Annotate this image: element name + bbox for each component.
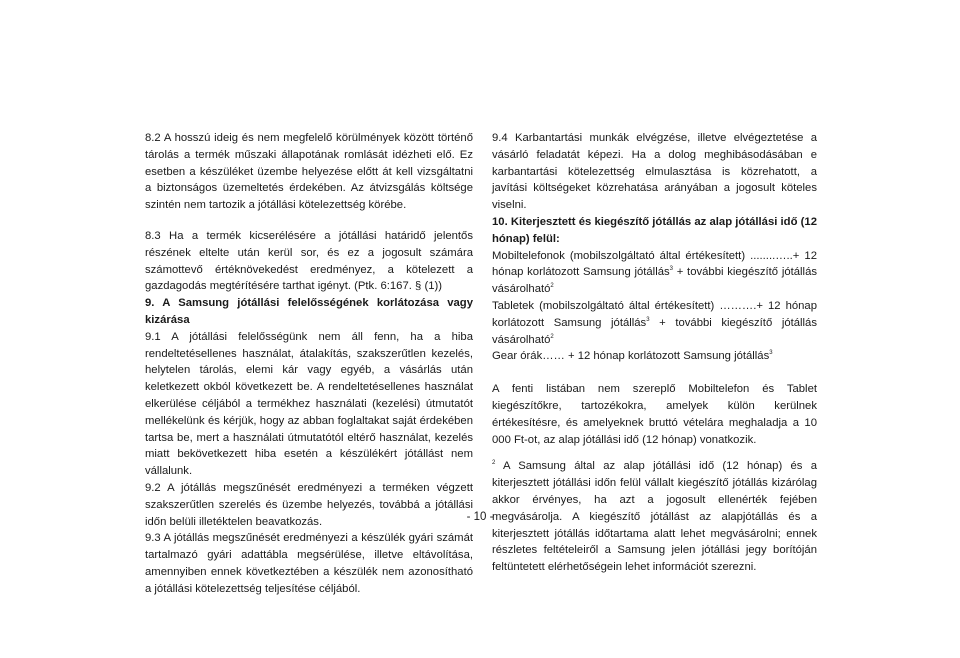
page-number: - 10 -	[466, 511, 494, 523]
paragraph-9-4: 9.4 Karbantartási munkák elvégzése, illetve elvégeztetése a vásárló feladatát képezi. Ha a dolog meghibásodásában e karbantartási kötelezettség elmulasztása is közrehatott, a javítási költségeket közrehatása arányában a jogosult köteles viselni.	[492, 132, 817, 212]
warranty-item-mobile: Mobiltelefonok (mobilszolgáltató által értékesített) ........…..+ 12 hónap korlátozott Samsung jótállás$^3$ + további kiegészítő jótállás vásárolható$^2$	[492, 249, 817, 296]
paragraph-8-2: 8.2 A hosszú ideig és nem megfelelő körülmények között történő tárolás a termék műszaki állapotának romlását idézheti elő. Ez esetben a készüléket üzembe helyezése előtt át kell vizsgáltatni a biztonságos üzemeltetés érdekében. Az átvizsgálás költsége szintén nem tartozik a jótállási kötelezettség körébe.	[145, 132, 473, 212]
section-10-heading: 10. Kiterjesztett és kiegészítő jótállás az alap jótállási idő (12 hónap) felül:	[492, 215, 817, 245]
section-9-heading: 9. A Samsung jótállási felelősségének korlátozása vagy kizárása	[145, 297, 473, 326]
warranty-item-gear: Gear órák…… + 12 hónap korlátozott Samsung jótállás$^3$	[492, 350, 773, 363]
paragraph-9-1: 9.1 A jótállási felelősségünk nem áll fenn, ha a hiba rendeltetésellenes használat, átalakítás, szakszerűtlen kezelés, helytelen tárolás, elemi kár vagy egyéb, a vásárlás után keletkezett okból következett be. A rendeltetésellenes használat elkerülése céljából a termékhez használati (kezelési) útmutatót mellékelünk és kérjük, hogy az abban foglaltakat saját érdekében tartsa be, mert a használati útmutatótól eltérő használat, kezelés miatt bekövetkezett hiba esetén a készülékért jótállást nem vállalunk.	[145, 330, 473, 478]
warranty-item-tablet: Tabletek (mobilszolgáltató által értékesített) ……….+ 12 hónap korlátozott Samsung jótállás$^3$ + további kiegészítő jótállás vásárolható$^2$	[492, 299, 817, 346]
left-column	[145, 130, 473, 598]
paragraph-8-3: 8.3 Ha a termék kicserélésére a jótállási határidő jelentős részének eltelte után kerül sor, és ez a jogosult számára számottevő értéknövekedést eredményez, a kötelezett a gazdagodás megtérítésére tarthat igényt. (Ptk. 6:167. § (1))	[145, 229, 473, 293]
paragraph-9-2: 9.2 A jótállás megszűnését eredményezi a terméken végzett szakszerűtlen szerelés és üzembe helyezés, továbbá a jótállási időn belüli illetéktelen beavatkozás.	[145, 481, 473, 528]
paragraph-9-3: 9.3 A jótállás megszűnését eredményezi a készülék gyári számát tartalmazó gyári adattábla megsérülése, illetve eltávolítása, amennyiben ennek következtében a készülék nem azonosítható a jótállási kötelezettség teljesítése céljából.	[145, 532, 473, 595]
paragraph-accessories: A fenti listában nem szereplő Mobiltelefon és Tablet kiegészítőkre, tartozékokra, amelyek külön kerülnek értékesítésre, és amelyeknek bruttó vételára meghaladja a 10 000 Ft-ot, az alap jótállási idő (12 hónap) vonatkozik.	[492, 383, 817, 446]
right-column	[492, 130, 817, 576]
footnote-2: $^2$ A Samsung által az alap jótállási idő (12 hónap) és a kiterjesztett jótállási időn felül vállalt kiegészítő jótállás kizárólag akkor érvényes, ha azt a jogosult ellenérték fejében megvásárolja. A kiegészítő jótállást az alapjótállás és a kiterjesztett jótállás időtartama alatt lehet megvásárolni; ennek részletes feltételeiről a Samsung jelen jótállási jegy borítóján feltüntetett elérhetőségein lehet információt szerezni.	[492, 460, 817, 574]
